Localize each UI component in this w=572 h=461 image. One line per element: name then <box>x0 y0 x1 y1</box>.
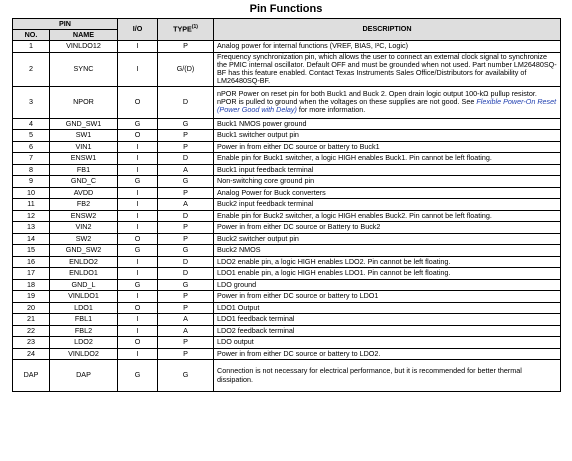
cell-no: 9 <box>13 176 50 188</box>
cell-name: VINLDO1 <box>50 291 118 303</box>
cell-description: LDO2 feedback terminal <box>214 325 561 337</box>
cell-type: G/(D) <box>158 52 214 86</box>
cell-no: 18 <box>13 279 50 291</box>
cell-name: ENLDO2 <box>50 256 118 268</box>
cell-io: G <box>118 176 158 188</box>
table-row <box>13 337 561 349</box>
cell-io: G <box>118 360 158 392</box>
cell-type: P <box>158 348 214 360</box>
table-row <box>13 302 561 314</box>
cell-no: 21 <box>13 314 50 326</box>
table-row <box>13 86 561 118</box>
cell-name: SW1 <box>50 130 118 142</box>
cell-io: I <box>118 187 158 199</box>
cell-type: D <box>158 153 214 165</box>
cell-description: Buck2 NMOS <box>214 245 561 257</box>
table-row <box>13 233 561 245</box>
cell-type: G <box>158 279 214 291</box>
cell-description: Buck2 switcher output pin <box>214 233 561 245</box>
pin-functions-table <box>12 18 561 392</box>
cell-no: 17 <box>13 268 50 280</box>
header-name: NAME <box>50 30 118 41</box>
cell-description: LDO1 Output <box>214 302 561 314</box>
cell-io: I <box>118 41 158 53</box>
cell-no: 2 <box>13 52 50 86</box>
cell-io: I <box>118 348 158 360</box>
cell-description: Analog Power for Buck converters <box>214 187 561 199</box>
cell-io: I <box>118 52 158 86</box>
header-type-label: TYPE <box>173 24 192 34</box>
cell-io: I <box>118 256 158 268</box>
cell-no: 24 <box>13 348 50 360</box>
cell-no: 13 <box>13 222 50 234</box>
table-row <box>13 199 561 211</box>
description-text: nPOR Power on reset pin for both Buck1 and Buck 2. Open drain logic output 100-kΩ pullup resistor. nPOR is pulled to ground when the voltages on these supplies are not good. See <box>217 88 537 106</box>
cell-name: AVDD <box>50 187 118 199</box>
table-row <box>13 256 561 268</box>
cell-description: LDO1 enable pin, a logic HIGH enables LDO1. Pin cannot be left floating. <box>214 268 561 280</box>
cell-no: 7 <box>13 153 50 165</box>
table-row <box>13 291 561 303</box>
cell-type: D <box>158 86 214 118</box>
cell-type: P <box>158 233 214 245</box>
table-row <box>13 279 561 291</box>
cell-io: I <box>118 291 158 303</box>
cell-name: FB2 <box>50 199 118 211</box>
cell-io: O <box>118 337 158 349</box>
cell-type: D <box>158 268 214 280</box>
cell-no: 6 <box>13 141 50 153</box>
cell-name: DAP <box>50 360 118 392</box>
cell-name: VINLDO12 <box>50 41 118 53</box>
table-row <box>13 360 561 392</box>
cell-name: ENLDO1 <box>50 268 118 280</box>
cell-type: P <box>158 141 214 153</box>
cell-description: LDO1 feedback terminal <box>214 314 561 326</box>
cell-io: G <box>118 245 158 257</box>
table-row <box>13 268 561 280</box>
cell-type: A <box>158 164 214 176</box>
cell-type: D <box>158 256 214 268</box>
cell-io: I <box>118 153 158 165</box>
table-row <box>13 130 561 142</box>
cell-name: VIN2 <box>50 222 118 234</box>
cell-no: 23 <box>13 337 50 349</box>
cell-name: SW2 <box>50 233 118 245</box>
cell-description <box>214 86 561 118</box>
cell-name: VINLDO2 <box>50 348 118 360</box>
cell-name: GND_SW1 <box>50 118 118 130</box>
cell-io: I <box>118 210 158 222</box>
cell-type: G <box>158 245 214 257</box>
cell-description: Buck1 NMOS power ground <box>214 118 561 130</box>
header-pin: PIN <box>13 19 118 30</box>
cell-type: G <box>158 118 214 130</box>
cell-type: P <box>158 187 214 199</box>
cell-io: O <box>118 233 158 245</box>
cell-description: Power in from either DC source or battery to Buck1 <box>214 141 561 153</box>
cell-type: A <box>158 314 214 326</box>
table-row <box>13 222 561 234</box>
cell-type: P <box>158 337 214 349</box>
cell-type: P <box>158 41 214 53</box>
header-description: DESCRIPTION <box>214 19 561 41</box>
cell-io: I <box>118 325 158 337</box>
cell-description: LDO output <box>214 337 561 349</box>
cell-no: 1 <box>13 41 50 53</box>
cell-no: 19 <box>13 291 50 303</box>
cell-description: LDO ground <box>214 279 561 291</box>
cell-description: LDO2 enable pin, a logic HIGH enables LDO2. Pin cannot be left floating. <box>214 256 561 268</box>
cell-type: G <box>158 360 214 392</box>
cell-no: 10 <box>13 187 50 199</box>
cell-description: Non-switching core ground pin <box>214 176 561 188</box>
cell-no: 3 <box>13 86 50 118</box>
pin-rows <box>13 41 561 392</box>
cell-io: O <box>118 130 158 142</box>
cell-description: Power in from either DC source or battery to LDO2. <box>214 348 561 360</box>
cell-description: Buck1 input feedback terminal <box>214 164 561 176</box>
table-row <box>13 153 561 165</box>
cell-name: ENSW1 <box>50 153 118 165</box>
cell-io: I <box>118 222 158 234</box>
table-row <box>13 141 561 153</box>
cell-description: Buck2 input feedback terminal <box>214 199 561 211</box>
cell-io: I <box>118 199 158 211</box>
cell-name: LDO1 <box>50 302 118 314</box>
table-row <box>13 118 561 130</box>
table-row <box>13 245 561 257</box>
cell-no: 16 <box>13 256 50 268</box>
cell-no: 11 <box>13 199 50 211</box>
cell-type: P <box>158 130 214 142</box>
cell-description: Enable pin for Buck2 switcher, a logic HIGH enables Buck2. Pin cannot be left floating. <box>214 210 561 222</box>
cell-name: FBL2 <box>50 325 118 337</box>
table-row <box>13 187 561 199</box>
table-row <box>13 176 561 188</box>
cell-no: 8 <box>13 164 50 176</box>
table-row <box>13 210 561 222</box>
cell-io: I <box>118 268 158 280</box>
cell-type: P <box>158 222 214 234</box>
cell-type: A <box>158 325 214 337</box>
cell-io: I <box>118 141 158 153</box>
header-type-footnote: (1) <box>191 24 198 31</box>
cell-name: SYNC <box>50 52 118 86</box>
cell-name: GND_SW2 <box>50 245 118 257</box>
cell-no: 5 <box>13 130 50 142</box>
cell-type: G <box>158 176 214 188</box>
table-row <box>13 164 561 176</box>
cell-type: A <box>158 199 214 211</box>
cell-name: LDO2 <box>50 337 118 349</box>
table-row <box>13 41 561 53</box>
table-title: Pin Functions <box>249 3 323 15</box>
cell-name: GND_C <box>50 176 118 188</box>
table-row <box>13 314 561 326</box>
cell-description: Power in from either DC source or Battery to Buck2 <box>214 222 561 234</box>
cell-io: I <box>118 164 158 176</box>
cell-description: Power in from either DC source or battery to LDO1 <box>214 291 561 303</box>
table-row <box>13 348 561 360</box>
header-no: NO. <box>13 30 50 41</box>
cell-description: Analog power for internal functions (VREF, BIAS, I²C, Logic) <box>214 41 561 53</box>
cell-no: 4 <box>13 118 50 130</box>
cell-io: I <box>118 314 158 326</box>
cell-name: ENSW2 <box>50 210 118 222</box>
cross-reference-link[interactable]: Flexible Power-On Reset (Power Good with Delay) <box>217 96 557 115</box>
table-row <box>13 52 561 86</box>
cell-name: NPOR <box>50 86 118 118</box>
cell-description: Buck1 switcher output pin <box>214 130 561 142</box>
cell-type: P <box>158 291 214 303</box>
cell-name: VIN1 <box>50 141 118 153</box>
cell-no: 12 <box>13 210 50 222</box>
cell-io: O <box>118 302 158 314</box>
cell-type: D <box>158 210 214 222</box>
cell-description: Frequency synchronization pin, which allows the user to connect an external clock signal to synchronize the PMIC internal oscillator. Default OFF and must be grounded when not used. Part number LM26480SQ-BF has this feature enabled. Contact Texas Instruments Sales Office/Distributors for availability of LM26480SQ-BF. <box>214 52 561 86</box>
header-type <box>158 19 214 41</box>
cell-name: FB1 <box>50 164 118 176</box>
description-text-after: for more information. <box>296 105 366 115</box>
cell-name: FBL1 <box>50 314 118 326</box>
cell-type: P <box>158 302 214 314</box>
table-row <box>13 325 561 337</box>
cell-io: O <box>118 86 158 118</box>
cell-description: Enable pin for Buck1 switcher, a logic HIGH enables Buck1. Pin cannot be left floating. <box>214 153 561 165</box>
header-io: I/O <box>118 19 158 41</box>
cell-io: G <box>118 279 158 291</box>
cell-no: 14 <box>13 233 50 245</box>
cell-no: 22 <box>13 325 50 337</box>
cell-no: 20 <box>13 302 50 314</box>
cell-description: Connection is not necessary for electrical performance, but it is recommended for better thermal dissipation. <box>214 360 561 392</box>
cell-io: G <box>118 118 158 130</box>
cell-name: GND_L <box>50 279 118 291</box>
cell-no: DAP <box>13 360 50 392</box>
cell-no: 15 <box>13 245 50 257</box>
